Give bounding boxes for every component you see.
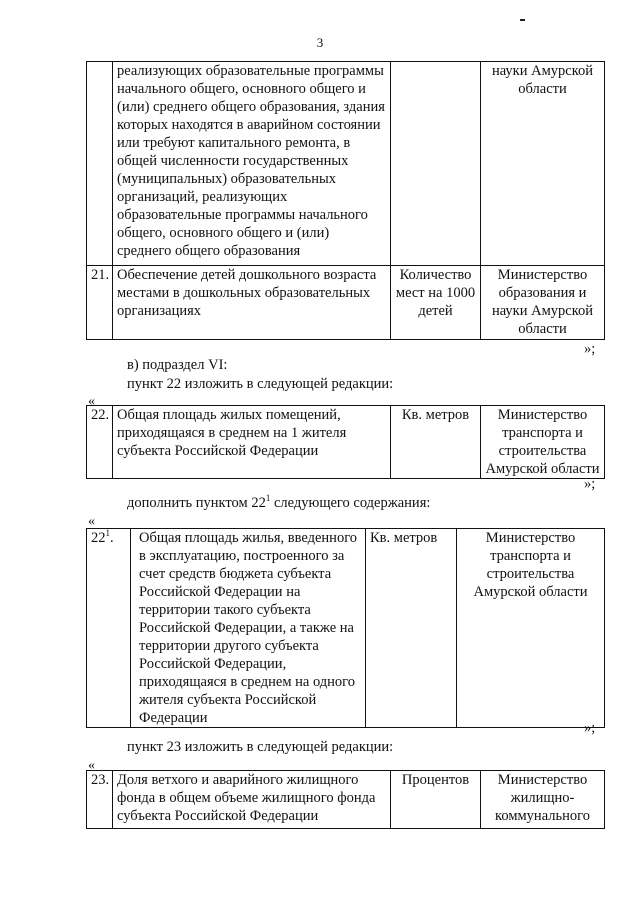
row-number-dot: . xyxy=(110,530,114,546)
opening-quote-mark: « xyxy=(88,514,95,529)
unit-cell: Кв. метров xyxy=(366,529,457,728)
table-row xyxy=(87,266,605,340)
row-number-cell: 23. xyxy=(87,771,113,829)
amendment-instruction: пункт 23 изложить в следующей редакции: xyxy=(127,739,394,755)
unit-cell: Кв. метров xyxy=(391,406,481,479)
page-number: 3 xyxy=(316,35,324,50)
indicator-cell: реализующих образовательные программы начального общего, основного общего и (или) среднего общего образования, здания которых находятся в аварийном состоянии или требуют капитального ремонта, в общей численности государственных (муниципальных) образовательных организаций, реализующих образовательные программы начального общего, основного общего и (или) среднего общего образования xyxy=(113,62,391,266)
row-number-cell xyxy=(87,62,113,266)
unit-cell: Количество мест на 1000 детей xyxy=(391,266,481,340)
superscript-index: 1 xyxy=(265,493,271,504)
responsible-cell: Министерство транспорта и строительства Амурской области xyxy=(457,529,605,728)
amendment-instruction xyxy=(127,494,430,512)
indicators-table-3 xyxy=(86,528,605,728)
row-number-cell: 22. xyxy=(87,406,113,479)
unit-cell xyxy=(391,62,481,266)
amendment-instruction: пункт 22 изложить в следующей редакции: xyxy=(127,376,394,392)
responsible-cell: Министерство жилищно-коммунального xyxy=(481,771,605,829)
subsection-heading: в) подраздел VI: xyxy=(127,357,228,373)
indicator-cell: Общая площадь жилых помещений, приходящаяся в среднем на 1 жителя субъекта Российской Федерации xyxy=(113,406,391,479)
closing-quote-mark: »; xyxy=(584,720,596,736)
opening-quote-mark: « xyxy=(88,394,95,409)
instruction-text: следующего содержания: xyxy=(270,495,431,511)
instruction-text: дополнить пунктом 22 xyxy=(127,495,266,511)
responsible-cell: Министерство образования и науки Амурской области xyxy=(481,266,605,340)
closing-quote-mark: »; xyxy=(584,476,596,492)
table-row xyxy=(87,529,605,728)
indicators-table-2 xyxy=(86,405,605,479)
unit-cell: Процентов xyxy=(391,771,481,829)
responsible-cell: науки Амурской области xyxy=(481,62,605,266)
indicator-cell: Доля ветхого и аварийного жилищного фонда в общем объеме жилищного фонда субъекта Российской Федерации xyxy=(113,771,391,829)
responsible-cell: Министерство транспорта и строительства Амурской области xyxy=(481,406,605,479)
indicator-cell: Обеспечение детей дошкольного возраста местами в дошкольных образовательных организациях xyxy=(113,266,391,340)
table-row xyxy=(87,406,605,479)
table-row xyxy=(87,62,605,266)
superscript-index: 1 xyxy=(105,528,110,539)
table-row xyxy=(87,771,605,829)
indicators-table-4 xyxy=(86,770,605,829)
indicators-table-1 xyxy=(86,61,605,340)
row-number-cell: 21. xyxy=(87,266,113,340)
indicator-cell: Общая площадь жилья, введенного в эксплуатацию, построенного за счет средств бюджета субъекта Российской Федерации на территории такого субъекта Российской Федерации, а также на территории другого субъекта Российской Федерации, приходящаяся в среднем на одного жителя субъекта Российской Федерации xyxy=(131,529,366,728)
closing-quote-mark: »; xyxy=(584,341,596,357)
row-number-text: 22 xyxy=(91,530,106,546)
scan-speck xyxy=(520,19,525,21)
row-number-cell xyxy=(87,529,131,728)
opening-quote-mark: « xyxy=(88,758,95,773)
